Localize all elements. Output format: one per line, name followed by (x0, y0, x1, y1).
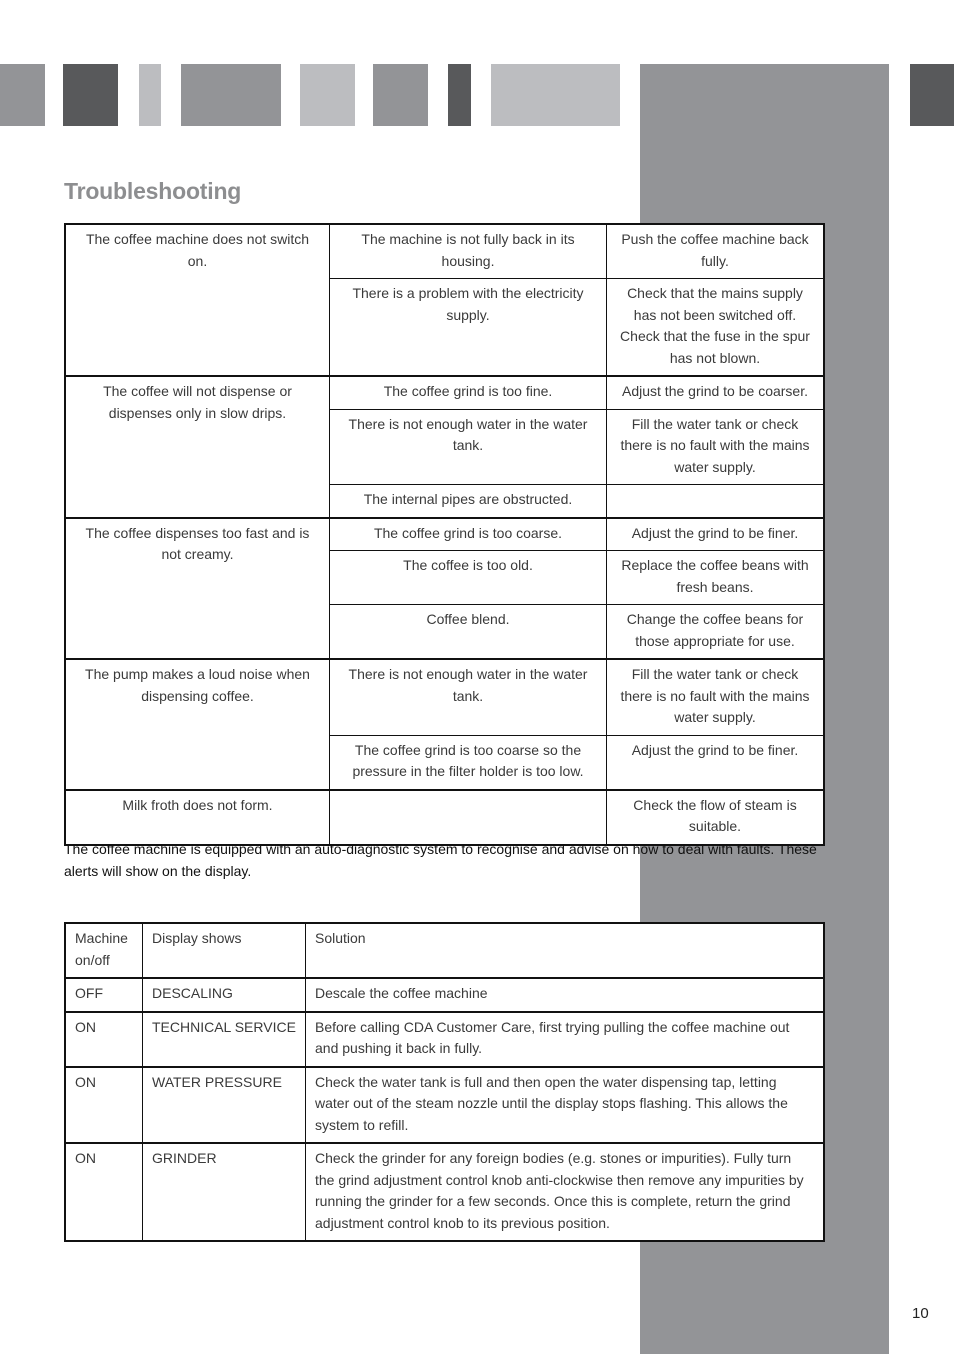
table-row (65, 790, 824, 845)
header-block-1 (0, 64, 45, 126)
display-shows-cell: GRINDER (143, 1143, 306, 1241)
header-solution: Solution (306, 923, 825, 978)
remedy-cell: Adjust the grind to be finer. (607, 518, 825, 551)
cause-cell: The coffee is too old. (330, 551, 607, 605)
display-shows-cell: WATER PRESSURE (143, 1067, 306, 1144)
remedy-cell: Change the coffee beans for those appropriate for use. (607, 605, 825, 660)
remedy-cell (607, 485, 825, 518)
machine-state-cell: ON (65, 1143, 143, 1241)
symptom-cell: The coffee dispenses too fast and is not creamy. (65, 518, 330, 660)
header-block-7 (448, 64, 471, 126)
alert-row (65, 978, 824, 1012)
header-block-8 (491, 64, 620, 126)
remedy-cell: Fill the water tank or check there is no fault with the mains water supply. (607, 409, 825, 485)
header-block-4 (181, 64, 281, 126)
alerts-header-row (65, 923, 824, 978)
page-title: Troubleshooting (64, 178, 242, 204)
cause-cell: The coffee grind is too coarse. (330, 518, 607, 551)
display-shows-cell: TECHNICAL SERVICE (143, 1012, 306, 1067)
remedy-cell: Fill the water tank or check there is no fault with the mains water supply. (607, 659, 825, 735)
remedy-cell: Check that the mains supply has not been switched off. Check that the fuse in the spur has not blown. (607, 279, 825, 377)
cause-cell: The internal pipes are obstructed. (330, 485, 607, 518)
header-block-3 (139, 64, 161, 126)
symptom-cell: The coffee machine does not switch on. (65, 224, 330, 376)
page-number: 10 (912, 1305, 929, 1322)
troubleshooting-table (64, 223, 825, 846)
remedy-cell: Adjust the grind to be coarser. (607, 376, 825, 409)
table-row (65, 659, 824, 735)
cause-cell: There is not enough water in the water tank. (330, 409, 607, 485)
header-block-5 (300, 64, 355, 126)
header-block-2 (63, 64, 118, 126)
cause-cell: There is a problem with the electricity supply. (330, 279, 607, 377)
machine-state-cell: ON (65, 1067, 143, 1144)
header-block-6 (373, 64, 428, 126)
solution-cell: Check the water tank is full and then open the water dispensing tap, letting water out of the steam nozzle until the display stops flashing. This allows the system to refill. (306, 1067, 825, 1144)
table-row (65, 224, 824, 279)
cause-cell: The coffee grind is too coarse so the pressure in the filter holder is too low. (330, 735, 607, 790)
header-machine-on-off: Machine on/off (65, 923, 143, 978)
symptom-cell: Milk froth does not form. (65, 790, 330, 845)
machine-state-cell: OFF (65, 978, 143, 1012)
header-display-shows: Display shows (143, 923, 306, 978)
solution-cell: Check the grinder for any foreign bodies (e.g. stones or impurities). Fully turn the grind adjustment control knob anti-clockwise then remove any impurities by running the grinder for a few seconds. Once this is complete, return the grind adjustment control knob to its previous position. (306, 1143, 825, 1241)
cause-cell (330, 790, 607, 845)
solution-cell: Descale the coffee machine (306, 978, 825, 1012)
remedy-cell: Adjust the grind to be finer. (607, 735, 825, 790)
alerts-table (64, 922, 825, 1242)
symptom-cell: The coffee will not dispense or dispenses only in slow drips. (65, 376, 330, 518)
machine-state-cell: ON (65, 1012, 143, 1067)
remedy-cell: Check the flow of steam is suitable. (607, 790, 825, 845)
cause-cell: The coffee grind is too fine. (330, 376, 607, 409)
alert-row (65, 1012, 824, 1067)
symptom-cell: The pump makes a loud noise when dispensing coffee. (65, 659, 330, 790)
display-shows-cell: DESCALING (143, 978, 306, 1012)
table-row (65, 518, 824, 551)
remedy-cell: Replace the coffee beans with fresh beans. (607, 551, 825, 605)
cause-cell: Coffee blend. (330, 605, 607, 660)
solution-cell: Before calling CDA Customer Care, first trying pulling the coffee machine out and pushing it back in fully. (306, 1012, 825, 1067)
alert-row (65, 1067, 824, 1144)
cause-cell: There is not enough water in the water tank. (330, 659, 607, 735)
intro-paragraph: The coffee machine is equipped with an auto-diagnostic system to recognise and advise on how to deal with faults. These alerts will show on the display. (64, 841, 817, 879)
remedy-cell: Push the coffee machine back fully. (607, 224, 825, 279)
cause-cell: The machine is not fully back in its housing. (330, 224, 607, 279)
header-block-9 (910, 64, 954, 126)
alert-row (65, 1143, 824, 1241)
table-row (65, 376, 824, 409)
